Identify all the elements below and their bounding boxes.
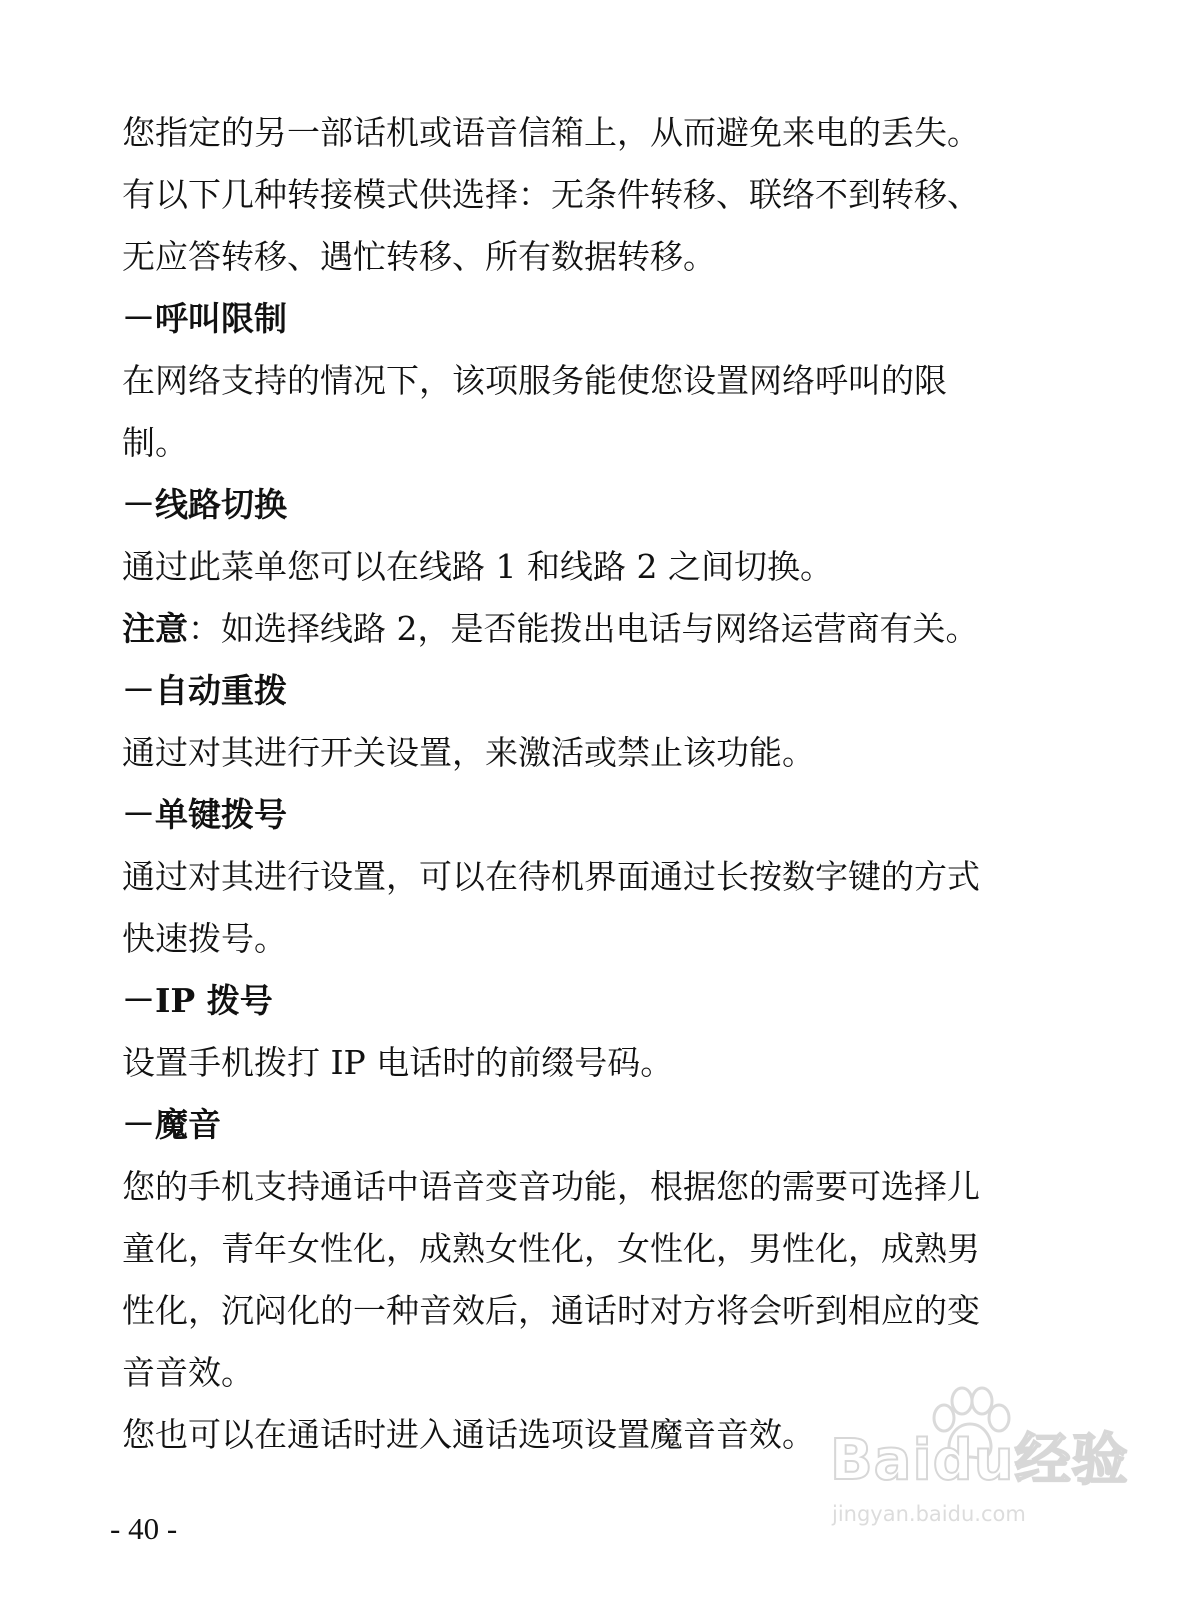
note-label: 注意: [122, 609, 188, 648]
section-heading-call-barring: －呼叫限制: [122, 299, 287, 338]
body-line-11: 通过对其进行开关设置，来激活或禁止该功能。: [122, 733, 815, 772]
body-line-6: 制。: [122, 423, 188, 462]
watermark-url: jingyan.baidu.com: [832, 1502, 1026, 1526]
body-line-14: 快速拨号。: [122, 919, 287, 958]
baidu-logo-text: Baidu经验: [830, 1428, 1129, 1493]
body-line-8: 通过此菜单您可以在线路 1 和线路 2 之间切换。: [122, 547, 833, 586]
body-line-22: 您也可以在通话时进入通话选项设置魔音音效。: [122, 1415, 815, 1454]
body-line-19: 童化，青年女性化，成熟女性化，女性化，男性化，成熟男: [122, 1229, 980, 1268]
section-heading-auto-redial: －自动重拨: [122, 671, 287, 710]
body-line-5: 在网络支持的情况下，该项服务能使您设置网络呼叫的限: [122, 361, 947, 400]
body-line-2: 有以下几种转接模式供选择：无条件转移、联络不到转移、: [122, 175, 980, 214]
body-line-1: 您指定的另一部话机或语音信箱上，从而避免来电的丢失。: [122, 113, 980, 152]
note-line: [122, 608, 1032, 649]
body-line-16: 设置手机拨打 IP 电话时的前缀号码。: [122, 1043, 674, 1082]
body-line-21: 音音效。: [122, 1353, 254, 1392]
section-heading-line-switch: －线路切换: [122, 485, 287, 524]
body-line-20: 性化，沉闷化的一种音效后，通话时对方将会听到相应的变: [122, 1291, 980, 1330]
section-heading-speed-dial: －单键拨号: [122, 795, 287, 834]
body-line-13: 通过对其进行设置，可以在待机界面通过长按数字键的方式: [122, 857, 980, 896]
section-heading-ip-dial: －IP 拨号: [122, 981, 273, 1020]
body-line-3: 无应答转移、遇忙转移、所有数据转移。: [122, 237, 716, 276]
body-line-18: 您的手机支持通话中语音变音功能，根据您的需要可选择儿: [122, 1167, 980, 1206]
note-text: ：如选择线路 2，是否能拨出电话与网络运营商有关。: [188, 609, 979, 648]
page-number: - 40 -: [110, 1511, 178, 1546]
section-heading-magic-voice: －魔音: [122, 1105, 221, 1144]
page-body: [122, 112, 1032, 1455]
baidu-watermark: [820, 1384, 1129, 1564]
